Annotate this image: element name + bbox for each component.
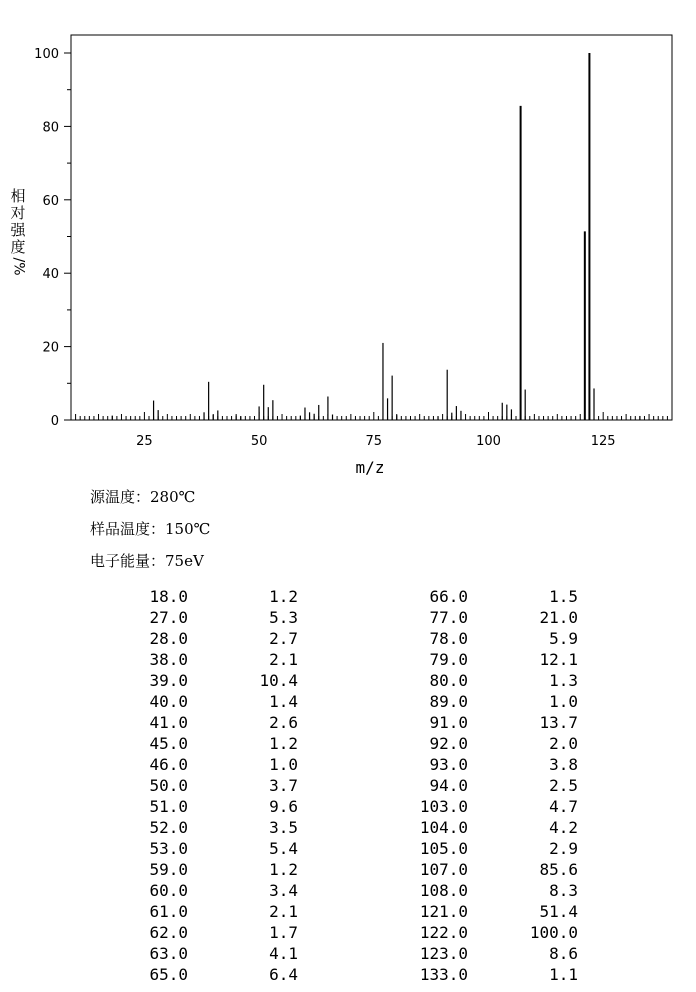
y-label-unit: /% xyxy=(10,257,27,276)
table-cell: 94.0 xyxy=(429,776,468,795)
y-tick-label: 60 xyxy=(42,193,59,209)
table-cell: 59.0 xyxy=(149,860,188,879)
table-cell: 1.5 xyxy=(549,587,578,606)
table-cell: 9.6 xyxy=(269,797,298,816)
table-cell: 91.0 xyxy=(429,713,468,732)
table-cell: 2.7 xyxy=(269,629,298,648)
table-cell: 28.0 xyxy=(149,629,188,648)
table-cell: 65.0 xyxy=(149,965,188,984)
table-cell: 133.0 xyxy=(419,965,468,984)
table-cell: 51.0 xyxy=(149,797,188,816)
x-axis-ticks xyxy=(71,412,672,449)
table-cell: 52.0 xyxy=(149,818,188,837)
table-cell: 3.5 xyxy=(269,818,298,837)
table-cell: 39.0 xyxy=(149,671,188,690)
table-cell: 1.1 xyxy=(549,965,578,984)
table-cell: 63.0 xyxy=(149,944,188,963)
peak-table-right-mz xyxy=(398,586,468,985)
spectrum-peaks xyxy=(112,53,640,420)
table-cell: 6.4 xyxy=(269,965,298,984)
table-cell: 51.4 xyxy=(539,902,578,921)
table-cell: 78.0 xyxy=(429,629,468,648)
table-cell: 5.3 xyxy=(269,608,298,627)
table-cell: 1.2 xyxy=(269,860,298,879)
table-cell: 2.1 xyxy=(269,650,298,669)
table-cell: 103.0 xyxy=(419,797,468,816)
table-cell: 123.0 xyxy=(419,944,468,963)
table-cell: 1.0 xyxy=(269,755,298,774)
table-cell: 89.0 xyxy=(429,692,468,711)
table-cell: 27.0 xyxy=(149,608,188,627)
y-tick-label: 0 xyxy=(50,414,59,429)
y-label-char: 强 xyxy=(10,221,26,239)
table-cell: 8.6 xyxy=(549,944,578,963)
table-cell: 4.7 xyxy=(549,797,578,816)
table-cell: 8.3 xyxy=(549,881,578,900)
table-cell: 62.0 xyxy=(149,923,188,942)
table-cell: 1.7 xyxy=(269,923,298,942)
table-cell: 92.0 xyxy=(429,734,468,753)
x-tick-label: 25 xyxy=(136,434,153,449)
y-axis-label xyxy=(8,188,28,275)
table-cell: 13.7 xyxy=(539,713,578,732)
y-label-char: 对 xyxy=(10,204,26,222)
y-tick-label: 100 xyxy=(34,47,59,62)
x-tick-label: 50 xyxy=(250,434,268,449)
table-cell: 18.0 xyxy=(149,587,188,606)
table-cell: 3.8 xyxy=(549,755,578,774)
x-tick-label: 100 xyxy=(476,434,501,449)
table-cell: 10.4 xyxy=(259,671,298,690)
table-cell: 85.6 xyxy=(539,860,578,879)
table-cell: 121.0 xyxy=(419,902,468,921)
table-cell: 2.1 xyxy=(269,902,298,921)
table-cell: 105.0 xyxy=(419,839,468,858)
table-cell: 93.0 xyxy=(429,755,468,774)
table-cell: 104.0 xyxy=(419,818,468,837)
table-cell: 1.3 xyxy=(549,671,578,690)
table-cell: 100.0 xyxy=(529,923,578,942)
mass-spectrum-chart xyxy=(0,0,696,480)
table-cell: 1.4 xyxy=(269,692,298,711)
table-cell: 122.0 xyxy=(419,923,468,942)
table-cell: 77.0 xyxy=(429,608,468,627)
table-cell: 46.0 xyxy=(149,755,188,774)
x-axis-label: m/z xyxy=(355,458,385,477)
table-cell: 45.0 xyxy=(149,734,188,753)
peak-table-right-intensity xyxy=(508,586,578,985)
table-cell: 79.0 xyxy=(429,650,468,669)
table-cell: 80.0 xyxy=(429,671,468,690)
table-cell: 5.4 xyxy=(269,839,298,858)
x-tick-label: 75 xyxy=(365,434,383,449)
table-cell: 21.0 xyxy=(539,608,578,627)
table-cell: 2.5 xyxy=(549,776,578,795)
table-cell: 5.9 xyxy=(549,629,578,648)
table-cell: 4.1 xyxy=(269,944,298,963)
table-cell: 1.0 xyxy=(549,692,578,711)
table-cell: 3.4 xyxy=(269,881,298,900)
table-cell: 4.2 xyxy=(549,818,578,837)
table-cell: 107.0 xyxy=(419,860,468,879)
table-cell: 2.0 xyxy=(549,734,578,753)
sample-temperature: 样品温度：150℃ xyxy=(90,520,211,538)
table-cell: 12.1 xyxy=(539,650,578,669)
peak-table-left-mz xyxy=(120,586,188,985)
table-cell: 66.0 xyxy=(429,587,468,606)
x-tick-label: 125 xyxy=(590,434,616,449)
peak-table-left-intensity xyxy=(238,586,298,985)
y-label-char: 度 xyxy=(10,238,26,256)
y-axis-ticks xyxy=(34,47,71,429)
table-cell: 41.0 xyxy=(149,713,188,732)
table-cell: 108.0 xyxy=(419,881,468,900)
table-cell: 50.0 xyxy=(149,776,188,795)
y-tick-label: 40 xyxy=(42,267,59,283)
table-cell: 3.7 xyxy=(269,776,298,795)
table-cell: 60.0 xyxy=(149,881,188,900)
table-cell: 1.2 xyxy=(269,587,298,606)
table-cell: 38.0 xyxy=(149,650,188,669)
source-temperature: 源温度：280℃ xyxy=(90,488,196,506)
table-cell: 61.0 xyxy=(149,902,188,921)
table-cell: 2.6 xyxy=(269,713,298,732)
plot-frame xyxy=(71,35,672,420)
table-cell: 53.0 xyxy=(149,839,188,858)
table-cell: 1.2 xyxy=(269,734,298,753)
table-cell: 2.9 xyxy=(549,839,578,858)
y-tick-label: 80 xyxy=(42,120,59,136)
table-cell: 40.0 xyxy=(149,692,188,711)
electron-energy: 电子能量：75eV xyxy=(90,552,204,570)
y-label-char: 相 xyxy=(10,187,26,205)
y-tick-label: 20 xyxy=(42,340,59,356)
